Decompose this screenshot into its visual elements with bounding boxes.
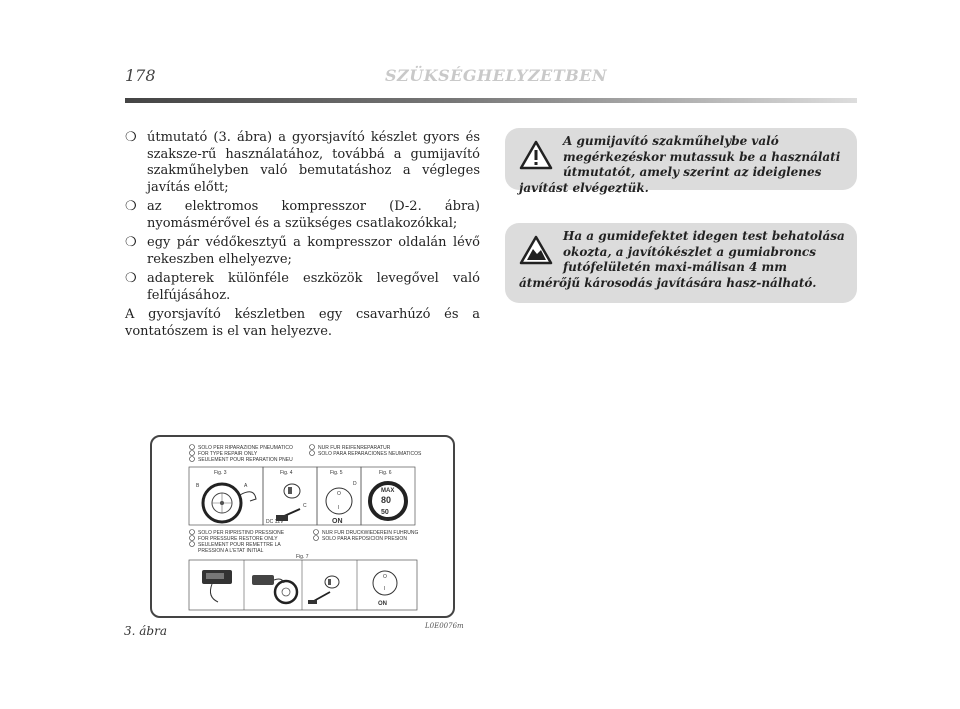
- bullet-text: adapterek különféle eszközök levegővel való felfújásához.: [147, 271, 480, 303]
- switch-illustration: [326, 481, 357, 525]
- warning-text: Ha a gumidefektet idegen test behatolása okozta, a javítókészlet a gumiabroncs futófelületén maxi-málisan 4 mm átmérőjű károsodás javítására hasz-nálható.: [519, 229, 845, 290]
- bullet-mark: ❍: [125, 199, 137, 214]
- bullet-text: útmutató (3. ábra) a gyorsjavító készlet gyors és szaksze-rű használatához, továbbá a gumijavító szakműhelyben való bemutatáshoz a végleges javítás előtt;: [147, 130, 480, 195]
- compressor-wheel-illustration: [252, 575, 297, 603]
- label-line: FOR PRESSURE RESTORE ONLY: [198, 536, 278, 542]
- max-speed-gauge: [370, 483, 406, 521]
- bullet-text: az elektromos kompresszor (D-2. ábra) nyomásmérővel és a szükséges csatlakozókkal;: [147, 199, 480, 231]
- warning-triangle-icon: [519, 140, 553, 170]
- fig-label: Fig. 3: [214, 470, 227, 476]
- switch-on-label-2: ON: [378, 601, 387, 607]
- bullet-item: [125, 271, 480, 304]
- bullet-mark: ❍: [125, 235, 137, 250]
- label-group-top-left: [190, 445, 294, 464]
- marker-d: D: [353, 481, 357, 487]
- warning-box: [505, 223, 857, 303]
- wheel-illustration: [196, 483, 256, 522]
- label-group-bottom-left: [190, 530, 285, 555]
- marker-b: B: [196, 483, 200, 489]
- marker-a: A: [244, 483, 248, 489]
- fig-label: Fig. 4: [280, 470, 293, 476]
- label-line: FOR TYPE REPAIR ONLY: [198, 451, 258, 457]
- page-number: 178: [125, 66, 156, 85]
- repair-kit-label-figure: [150, 435, 455, 618]
- marker-c: C: [303, 503, 307, 509]
- label-line: SOLO PER RIPARAZIONE PNEUMATICO: [198, 445, 293, 451]
- bullet-mark: ❍: [125, 271, 137, 286]
- fig-label: Fig. 5: [330, 470, 343, 476]
- body-paragraph: A gyorsjavító készletben egy csavarhúzó és a vontatószem is el van helyezve.: [125, 307, 480, 339]
- plug-illustration: [266, 484, 307, 525]
- warning-triangle-icon: [519, 235, 553, 265]
- page-header: [125, 66, 865, 106]
- label-group-bottom-right: [314, 530, 419, 543]
- warning-text: A gumijavító szakműhelybe való megérkezéskor mutassuk be a használati útmutatót, amely szerint az ideiglenes javítást elvégeztük.: [519, 134, 841, 195]
- compressor-illustration: [202, 570, 232, 602]
- switch-off: O: [337, 491, 341, 497]
- plug-illustration-2: [308, 576, 339, 604]
- repair-kit-label-illustration: [152, 437, 453, 616]
- label-line: SOLO PARA REPARACIONES NEUMATICOS: [318, 451, 422, 457]
- label-line: PRESSION A L'ETAT INITIAL: [198, 548, 264, 554]
- bullet-mark: ❍: [125, 130, 137, 145]
- label-group-top-right: [310, 445, 423, 458]
- header-rule: [125, 98, 857, 103]
- label-line: SEULEMENT POUR REPARATION PNEU: [198, 457, 293, 463]
- fig-label: Fig. 6: [379, 470, 392, 476]
- switch-off-2: O: [383, 574, 387, 580]
- bullet-item: [125, 199, 480, 232]
- warning-box: [505, 128, 857, 195]
- voltage-label: DC 12V: [266, 519, 284, 525]
- figure-code: L0E0076m: [425, 622, 464, 630]
- body-text-column: [125, 130, 480, 340]
- switch-illustration-2: [373, 571, 397, 607]
- bullet-item: [125, 130, 480, 196]
- bullet-text: egy pár védőkesztyű a kompresszor oldalán lévő rekeszben elhelyezve;: [147, 235, 480, 267]
- switch-i: I: [338, 505, 340, 511]
- label-line: SOLO PER RIPRISTINO PRESSIONE: [198, 530, 285, 536]
- label-line: NUR FUR REIFENREPARATUR: [318, 445, 391, 451]
- switch-on-label: ON: [332, 518, 343, 525]
- switch-i-2: I: [384, 586, 386, 592]
- gauge-speed2: 50: [381, 509, 389, 516]
- figure-caption: 3. ábra: [124, 624, 167, 638]
- gauge-unit: km/h: [382, 516, 391, 521]
- label-line: NUR FUR DRUCKWIEDEREIN FUHRUNG: [322, 530, 419, 536]
- bullet-item: [125, 235, 480, 268]
- gauge-max: MAX: [381, 488, 395, 494]
- section-title: SZÜKSÉGHELYZETBEN: [385, 66, 608, 85]
- gauge-speed: 80: [381, 495, 392, 505]
- fig-label: Fig. 7: [296, 554, 309, 560]
- label-line: SOLO PARA REPOSICION PRESION: [322, 536, 407, 542]
- label-line: SEULEMENT POUR REMETTRE LA: [198, 542, 281, 548]
